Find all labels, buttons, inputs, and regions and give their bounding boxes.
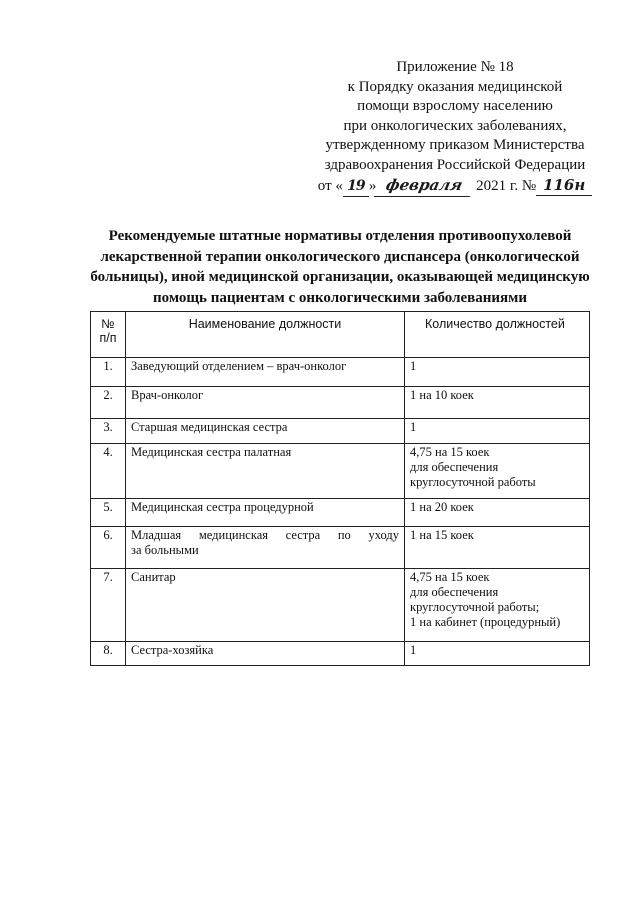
- row-position: Медицинская сестра процедурной: [126, 499, 405, 527]
- row-count-line: 1 на 20 коек: [410, 500, 474, 514]
- date-year: 2021 г. №: [476, 177, 537, 194]
- header-position-count: Количество должностей: [405, 312, 590, 358]
- appendix-line: при онкологических заболеваниях,: [343, 117, 567, 134]
- row-count-line: 1 на 15 коек: [410, 528, 474, 542]
- row-count: [405, 444, 590, 499]
- row-count-line: круглосуточной работы: [410, 475, 536, 489]
- row-count-line: 1 на 10 коек: [410, 388, 474, 402]
- handwritten-order-number: 116н: [536, 176, 592, 197]
- row-position-line: Младшая медицинская сестра по уходу: [131, 528, 399, 542]
- row-count: [405, 569, 590, 642]
- row-number: 3.: [91, 419, 126, 444]
- row-position-line: за больными: [131, 543, 199, 557]
- row-count: [405, 642, 590, 666]
- title-line: помощь пациентам с онкологическими заболеваниями: [152, 289, 528, 306]
- row-count-line: круглосуточной работы;: [410, 600, 540, 614]
- row-count: [405, 358, 590, 387]
- row-count-line: 1: [410, 643, 417, 657]
- order-date-line: [300, 176, 610, 198]
- row-position: Врач-онколог: [126, 387, 405, 419]
- appendix-line: помощи взрослому населению: [357, 98, 553, 115]
- appendix-line: здравоохранения Российской Федерации: [324, 156, 586, 173]
- row-number: 4.: [91, 444, 126, 499]
- table-row: [91, 642, 590, 666]
- row-number: 2.: [91, 387, 126, 419]
- row-count-line: для обеспечения: [410, 585, 499, 599]
- row-position: Медицинская сестра палатная: [126, 444, 405, 499]
- row-count-line: 1: [410, 359, 417, 373]
- row-count-line: 4,75 на 15 коек: [410, 570, 490, 584]
- staffing-table: [90, 311, 590, 666]
- row-count: [405, 499, 590, 527]
- row-position: Старшая медицинская сестра: [126, 419, 405, 444]
- row-count-line: 4,75 на 15 коек: [410, 445, 490, 459]
- row-position: Заведующий отделением – врач-онколог: [126, 358, 405, 387]
- row-number: 1.: [91, 358, 126, 387]
- table-row: [91, 527, 590, 569]
- table-row: [91, 569, 590, 642]
- title-line: больницы), иной медицинской организации, оказывающей медицинскую: [90, 269, 590, 285]
- title-line: Рекомендуемые штатные нормативы отделения противоопухолевой: [108, 228, 572, 244]
- row-number: 7.: [91, 569, 126, 642]
- table-row: [91, 387, 590, 419]
- header-number-line1: №: [101, 317, 115, 331]
- title-line: лекарственной терапии онкологического диспансера (онкологической: [100, 248, 580, 265]
- row-number: 6.: [91, 527, 126, 569]
- appendix-line: утвержденному приказом Министерства: [325, 137, 585, 154]
- table-row: [91, 358, 590, 387]
- row-count-line: для обеспечения: [410, 460, 499, 474]
- table-row: [91, 419, 590, 444]
- date-prefix: от «: [317, 177, 343, 194]
- appendix-block: [300, 58, 610, 197]
- date-mid: »: [368, 177, 377, 194]
- table-row: [91, 444, 590, 499]
- row-count: [405, 419, 590, 444]
- handwritten-day: 19: [343, 177, 369, 198]
- appendix-line: к Порядку оказания медицинской: [347, 78, 563, 95]
- row-position: [126, 527, 405, 569]
- row-count-line: 1: [410, 420, 417, 434]
- row-count: [405, 387, 590, 419]
- row-number: 5.: [91, 499, 126, 527]
- row-count: [405, 527, 590, 569]
- row-position: Санитар: [126, 569, 405, 642]
- row-number: 8.: [91, 642, 126, 666]
- handwritten-month: февраля: [374, 176, 474, 197]
- table-header-row: [91, 312, 590, 358]
- appendix-line: Приложение № 18: [396, 59, 514, 75]
- row-position: Сестра-хозяйка: [126, 642, 405, 666]
- header-position-name: Наименование должности: [126, 312, 405, 358]
- document-title: [80, 226, 600, 308]
- header-number: [91, 312, 126, 358]
- table-row: [91, 499, 590, 527]
- header-number-line2: п/п: [99, 331, 117, 345]
- row-count-line: 1 на кабинет (процедурный): [410, 615, 561, 629]
